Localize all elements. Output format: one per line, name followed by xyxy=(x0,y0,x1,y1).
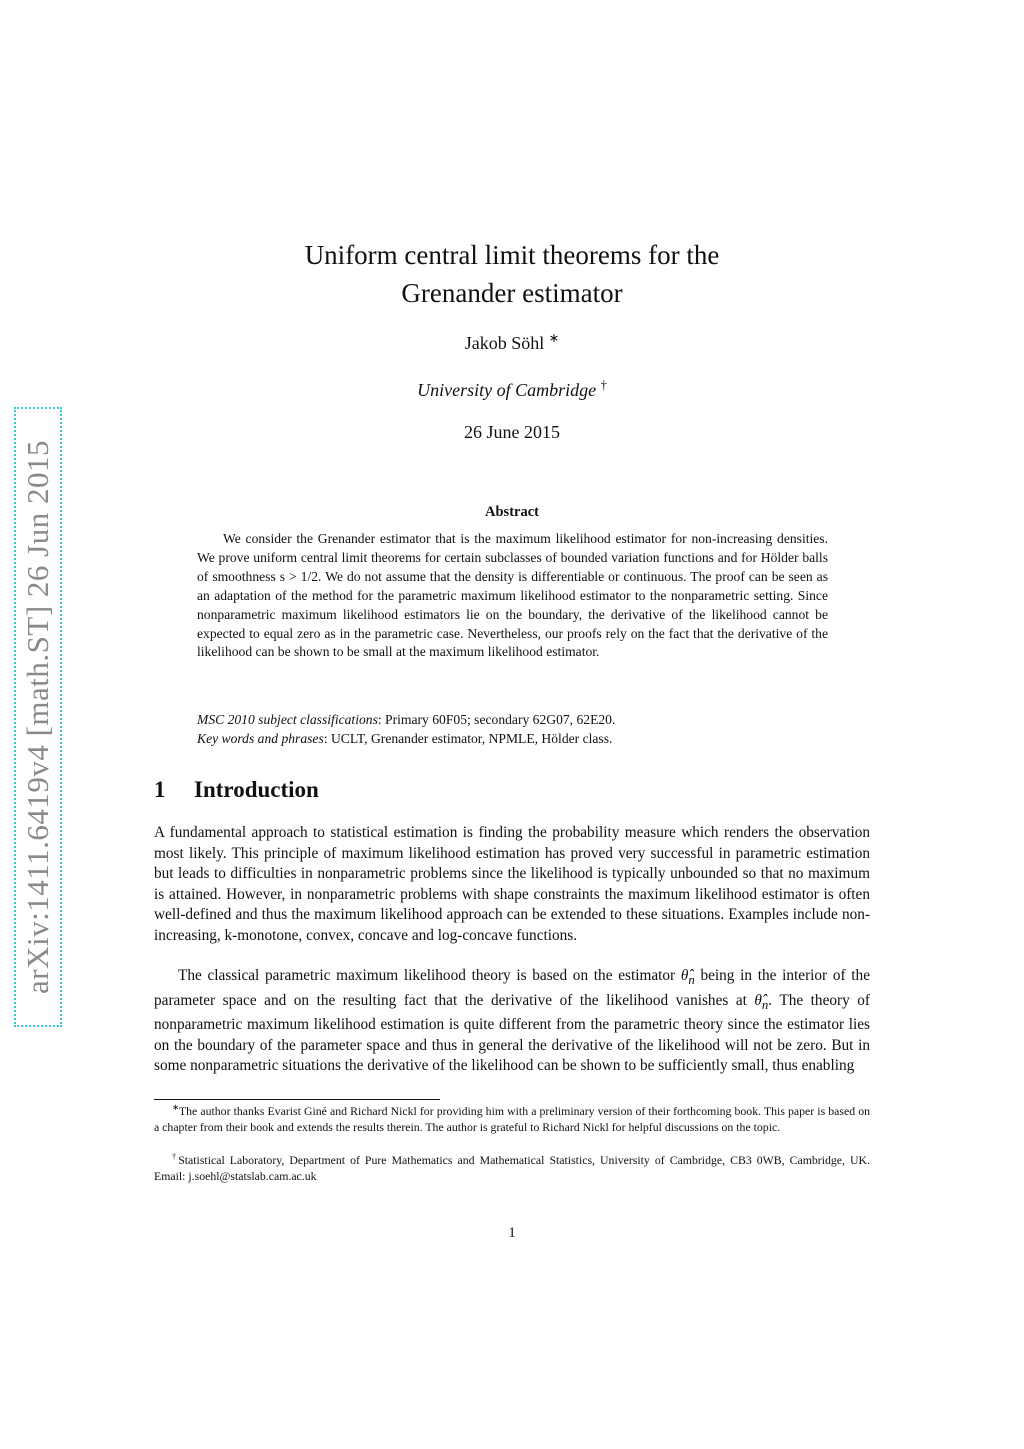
footnote-1 xyxy=(154,1103,870,1136)
theta-subscript-2: n xyxy=(761,997,769,1012)
keywords-label: Key words and phrases xyxy=(197,731,324,746)
footnote-1-mark: ∗ xyxy=(172,1103,179,1113)
page-number: 1 xyxy=(508,1225,516,1241)
title-line-2: Grenander estimator xyxy=(401,278,623,308)
keywords-value: : UCLT, Grenander estimator, NPMLE, Hölder class. xyxy=(323,731,613,746)
msc-value: : Primary 60F05; secondary 62G07, 62E20. xyxy=(377,712,616,727)
section-number: 1 xyxy=(154,777,166,802)
author-footnote-mark: ∗ xyxy=(548,331,560,345)
keywords xyxy=(197,730,837,749)
section-title: Introduction xyxy=(194,777,319,802)
author-name: Jakob Söhl xyxy=(464,333,545,353)
msc-classification xyxy=(197,711,837,730)
footnote-1-text: The author thanks Evarist Giné and Richard Nickl for providing him with a preliminary version of their forthcoming book. This paper is based on a chapter from their book and extends the results therein. The author is grateful to Richard Nickl for helpful discussions on the topic. xyxy=(154,1104,870,1135)
para2-part-3: . The theory of nonparametric maximum likelihood estimation is quite different from the parametric theory since the estimator lies on the boundary of the parameter space and thus in general the derivative of the likelihood will not be zero. But in some nonparametric situations the derivative of the likelihood can be shown to be sufficiently small, thus enabling xyxy=(154,991,871,1075)
footnote-rule xyxy=(154,1099,440,1100)
arxiv-identifier-text: arXiv:1411.6419v4 [math.ST] 26 Jun 2015 xyxy=(20,440,55,994)
author xyxy=(150,333,874,354)
affiliation-name: University of Cambridge xyxy=(417,380,597,400)
abstract-heading: Abstract xyxy=(485,504,539,520)
msc-label: MSC 2010 subject classifications xyxy=(197,712,378,727)
intro-paragraph-1: A fundamental approach to statistical estimation is finding the probability measure which renders the observation most likely. This principle of maximum likelihood estimation has proved very successful in parametric estimation but leads to difficulties in nonparametric problems since the likelihood is typically unbounded so that no maximum is attained. However, in nonparametric problems with shape constraints the maximum likelihood estimator is often well-defined and thus the maximum likelihood approach can be extended to these situations. Examples include non-increasing, k-monotone, convex, concave and log-concave functions. xyxy=(154,824,870,944)
footnote-2 xyxy=(154,1152,870,1185)
para2-part-2: being in the interior of the parameter space and on the resulting fact that the derivative of the likelihood vanishes at xyxy=(154,967,870,1009)
footnote-2-mark: † xyxy=(172,1152,179,1162)
theta-subscript-1: n xyxy=(688,973,695,988)
theta-hat-symbol-1: θ̂ xyxy=(680,967,689,984)
arxiv-identifier-stamp xyxy=(14,407,62,1027)
section-heading xyxy=(154,777,319,803)
title-line-1: Uniform central limit theorems for the xyxy=(304,240,720,270)
intro-paragraph-2 xyxy=(154,966,870,1077)
affiliation xyxy=(150,380,874,401)
abstract-body: We consider the Grenander estimator that is the maximum likelihood estimator for non-increasing densities. We prove uniform central limit theorems for certain subclasses of bounded variation functions and for Hölder balls of smoothness s > 1/2. We do not assume that the density is differentiable or continuous. The proof can be seen as an adaptation of the method for the parametric maximum likelihood estimator to the nonparametric setting. Since nonparametric maximum likelihood estimators lie on the boundary, the derivative of the likelihood cannot be expected to equal zero as in the parametric case. Nevertheless, our proofs rely on the fact that the derivative of the likelihood can be shown to be small at the maximum likelihood estimator. xyxy=(197,531,828,660)
affiliation-footnote-mark: † xyxy=(600,378,607,392)
para2-part-1: The classical parametric maximum likelihood theory is based on the estimator xyxy=(178,967,681,984)
footnote-2-text: Statistical Laboratory, Department of Pure Mathematics and Mathematical Statistics, University of Cambridge, CB3 0WB, Cambridge, UK. Email: j.soehl@statslab.cam.ac.uk xyxy=(154,1153,870,1184)
theta-hat-symbol-2: θ̂ xyxy=(754,991,762,1009)
paper-title xyxy=(150,236,874,312)
paper-date: 26 June 2015 xyxy=(464,422,560,442)
